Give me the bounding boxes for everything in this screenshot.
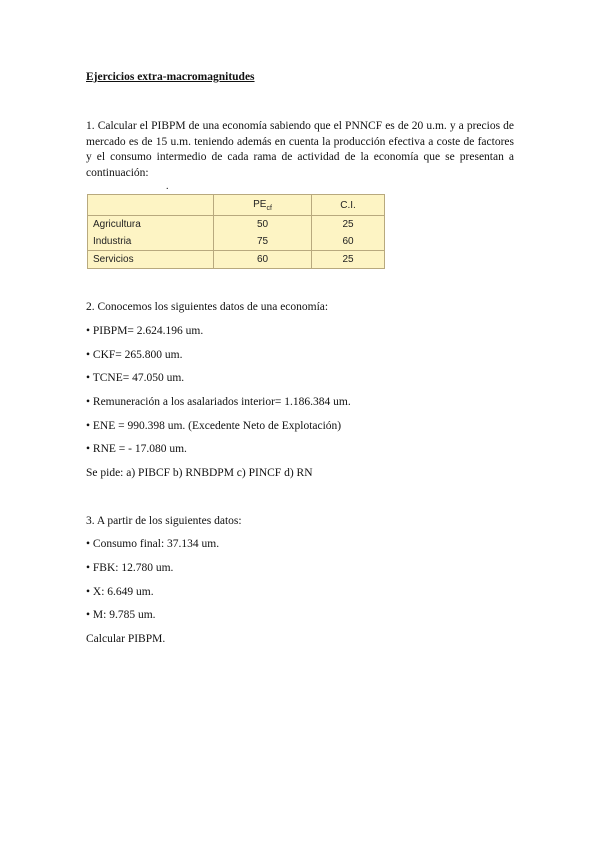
exercise-2-item: • PIBPM= 2.624.196 um. (86, 325, 204, 337)
table-cell: Agricultura (88, 216, 214, 234)
exercise-2-item: • RNE = - 17.080 um. (86, 443, 187, 455)
exercise-2-item: • ENE = 990.398 um. (Excedente Neto de Explotación) (86, 420, 342, 432)
table-row (88, 251, 385, 269)
table-header-cell: C.I. (312, 195, 385, 216)
table-cell: 50 (214, 216, 312, 234)
exercise-2-question: Se pide: a) PIBCF b) RNBDPM c) PINCF d) RN (86, 467, 313, 479)
exercise-1-statement: 1. Calcular el PIBPM de una economía sabiendo que el PNNCF es de 20 u.m. y a precios de mercado es de 15 u.m. teniendo además en cuenta la producción efectiva a coste de factores y el consumo intermedio de cada rama de actividad de la economía que se presentan a continuación: (86, 120, 514, 179)
exercise-3-item: • Consumo final: 37.134 um. (86, 538, 220, 550)
exercise-3-question: Calcular PIBPM. (86, 633, 166, 645)
exercise-3-item: • X: 6.649 um. (86, 586, 154, 598)
exercise-3-intro: 3. A partir de los siguientes datos: (86, 515, 242, 527)
table-row (88, 216, 385, 234)
document-title: Ejercicios extra-macromagnitudes (86, 71, 255, 83)
exercise-2-item: • TCNE= 47.050 um. (86, 372, 185, 384)
table-cell: 60 (214, 251, 312, 269)
exercise-2-intro: 2. Conocemos los siguientes datos de una economía: (86, 301, 329, 313)
table-row (88, 233, 385, 251)
table-header-cell (88, 195, 214, 216)
exercise-2-item: • Remuneración a los asalariados interior= 1.186.384 um. (86, 396, 351, 408)
table-cell: 25 (312, 251, 385, 269)
exercise-3-item: • M: 9.785 um. (86, 609, 156, 621)
stray-dot: . (166, 181, 169, 192)
table-cell: 75 (214, 233, 312, 251)
table-header-cell: $PE_{cf}$ (214, 195, 312, 216)
production-table (87, 194, 385, 269)
exercise-2-item: • CKF= 265.800 um. (86, 349, 183, 361)
exercise-3-item: • FBK: 12.780 um. (86, 562, 174, 574)
table-cell: 25 (312, 216, 385, 234)
table-cell: Industria (88, 233, 214, 251)
table-header-row (88, 195, 385, 216)
table-cell: Servicios (88, 251, 214, 269)
table-cell: 60 (312, 233, 385, 251)
